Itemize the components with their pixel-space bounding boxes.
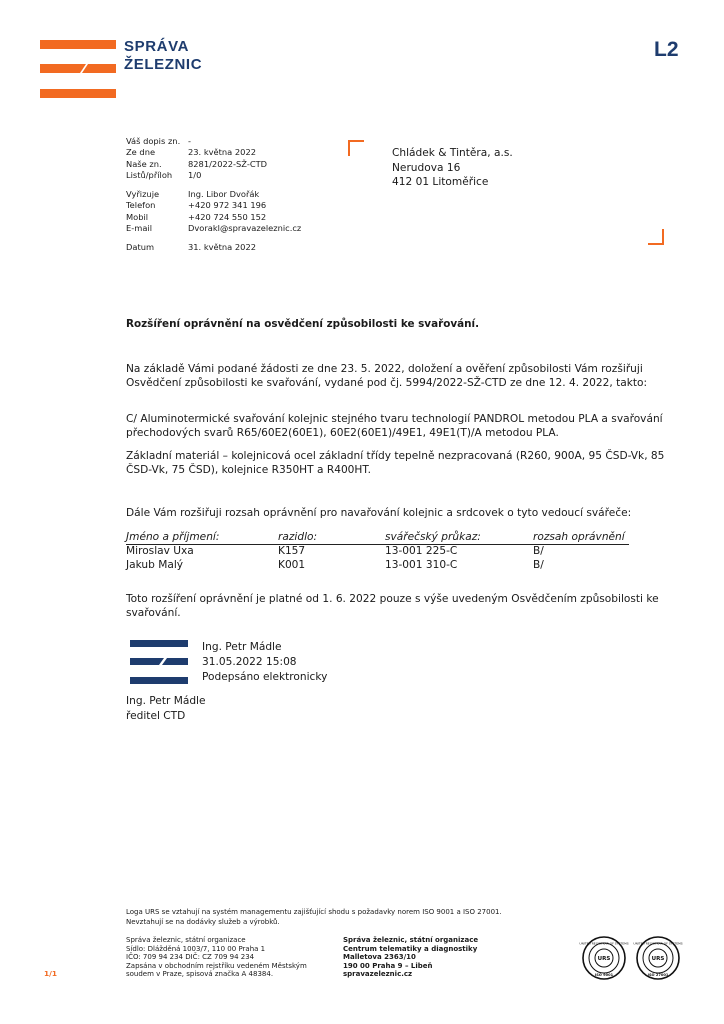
footer-line: 190 00 Praha 9 – Libeň (343, 961, 433, 970)
ref-row (126, 189, 301, 200)
ref-row (126, 212, 301, 223)
letter-subject: Rozšíření oprávnění na osvědčení způsobilosti ke svařování. (126, 318, 480, 330)
recipient-city: 412 01 Litoměřice (392, 176, 489, 189)
ref-label: Ze dne (126, 147, 156, 158)
logo-line1: SPRÁVA (124, 38, 189, 55)
column-header-scope: rozsah oprávnění (533, 531, 625, 543)
sz-logo-icon (40, 40, 116, 98)
recipient-street: Nerudova 16 (392, 161, 461, 174)
recipient-address (392, 146, 513, 190)
footer-line: Správa železnic, státní organizace (343, 936, 479, 944)
ref-row (126, 159, 301, 170)
footer-line: Sídlo: Dlážděná 1003/7, 110 00 Praha 1 (126, 944, 266, 953)
cert-center-text: URS (651, 956, 665, 962)
ref-value: Ing. Libor Dvořák (188, 189, 260, 200)
document-code: L2 (654, 38, 679, 61)
ref-label: Naše zn. (126, 158, 162, 169)
logo-wordmark (124, 38, 202, 74)
signer-title: ředitel CTD (126, 710, 186, 722)
ref-value: 8281/2022-SŽ-CTD (188, 158, 268, 169)
cert-center-text: URS (597, 956, 611, 962)
ref-row (126, 242, 301, 253)
column-header-name: Jméno a příjmení: (126, 531, 220, 543)
footer-branch-info (343, 936, 478, 979)
ref-value: 1/0 (188, 169, 202, 180)
paragraph-material: Základní materiál – kolejnicová ocel základní třídy tepelně nezpracovaná (R260, 900A, 95 ČSD-Vk, 85 ČSD-Vk, 75 ČSD), kolejnice R350HT a R400HT. (126, 450, 665, 477)
cert-standard-text: ISO 27001 (647, 973, 669, 977)
ref-row (126, 147, 301, 158)
footer-line: spravazeleznic.cz (343, 970, 413, 979)
ref-label: E-mail (126, 223, 153, 234)
page-number: 1/1 (44, 969, 57, 978)
cert-standard-text: ISO 9001 (594, 973, 614, 977)
footer-line: Malletova 2363/10 (343, 953, 416, 962)
signature-logo-icon (130, 640, 188, 684)
signer-name: Ing. Petr Mádle (126, 695, 206, 707)
ref-value: +420 972 341 196 (188, 200, 267, 211)
cell-scope: B/ (533, 559, 544, 571)
urs-iso27001-certification-icon (633, 936, 683, 980)
ref-value: +420 724 550 152 (188, 211, 267, 222)
ref-label: Mobil (126, 211, 149, 222)
electronic-signature-stamp (202, 640, 327, 685)
ref-label: Listů/příloh (126, 169, 173, 180)
ref-row (126, 200, 301, 211)
reference-block (126, 136, 301, 254)
cell-license: 13-001 225-C (385, 545, 458, 557)
paragraph-technology: C/ Aluminotermické svařování kolejnic stejného tvaru technologií PANDROL metodou PLA a svařování přechodových svarů R65/60E2(60E1), 60E2(60E1)/49E1, 49E1(T)/A metodou PLA. (126, 413, 663, 440)
ref-label: Vyřizuje (126, 189, 160, 200)
footer-line: Správa železnic, státní organizace (126, 936, 246, 944)
ref-row (126, 170, 301, 181)
cert-ring-text: UNITED REGISTRAR OF SYSTEMS (633, 941, 683, 946)
paragraph-validity: Toto rozšíření oprávnění je platné od 1. 6. 2022 pouze s výše uvedeným Osvědčením způsobilosti ke svařování. (126, 593, 659, 620)
ref-value: Dvorakl@spravazeleznic.cz (188, 223, 302, 234)
cell-scope: B/ (533, 545, 544, 557)
ref-row (126, 223, 301, 234)
ref-row (126, 136, 301, 147)
stamp-note: Podepsáno elektronicky (202, 671, 328, 683)
paragraph-welders-intro: Dále Vám rozšiřuji rozsah oprávnění pro navařování kolejnic a srdcovek o tyto vedoucí svářeče: (126, 507, 632, 519)
signer-block (126, 694, 206, 724)
address-window-corner-bottom-right (648, 229, 664, 245)
stamp-signer-name: Ing. Petr Mádle (202, 641, 282, 653)
footer-company-info (126, 936, 307, 979)
footer-line: IČO: 709 94 234 DIČ: CZ 709 94 234 (126, 953, 255, 962)
urs-iso9001-certification-icon (579, 936, 629, 980)
cert-ring-text: UNITED REGISTRAR OF SYSTEMS (579, 941, 629, 946)
footer-line: Zapsána v obchodním rejstříku vedeném Městským (126, 961, 307, 970)
recipient-name: Chládek & Tintěra, a.s. (392, 147, 513, 159)
footer-certification-note (126, 908, 556, 927)
paragraph-intro: Na základě Vámi podané žádosti ze dne 23. 5. 2022, doložení a ověření způsobilosti Vám rozšiřuji Osvědčení způsobilosti ke svařování, vydané pod čj. 5994/2022-SŽ-CTD ze dne 12. 4. 2022, takto: (126, 363, 648, 390)
ref-value: - (188, 136, 191, 146)
column-header-stamp: razidlo: (278, 531, 318, 543)
footnote-line: Nevztahují se na dodávky služeb a výrobků. (126, 917, 280, 926)
ref-label: Váš dopis zn. (126, 136, 181, 146)
ref-value: 23. května 2022 (188, 147, 256, 158)
footer-line: Centrum telematiky a diagnostiky (343, 944, 478, 953)
ref-label: Telefon (126, 200, 156, 211)
column-header-license: svářečský průkaz: (385, 531, 481, 543)
footnote-line: Loga URS se vztahují na systém managementu zajišťující shodu s požadavky norem ISO 9001 a ISO 27001. (126, 908, 502, 916)
header-underline (126, 544, 629, 545)
footer-line: soudem v Praze, spisová značka A 48384. (126, 970, 274, 979)
stamp-datetime: 31.05.2022 15:08 (202, 656, 297, 668)
ref-label: Datum (126, 242, 155, 253)
logo-line2: ŽELEZNIC (124, 56, 203, 73)
cell-name: Jakub Malý (126, 559, 184, 571)
cell-license: 13-001 310-C (385, 559, 458, 571)
address-window-corner-top-left (348, 140, 364, 156)
cell-stamp: K157 (278, 545, 306, 557)
cell-name: Miroslav Uxa (126, 545, 194, 557)
cell-stamp: K001 (278, 559, 306, 571)
ref-value: 31. května 2022 (188, 242, 256, 253)
